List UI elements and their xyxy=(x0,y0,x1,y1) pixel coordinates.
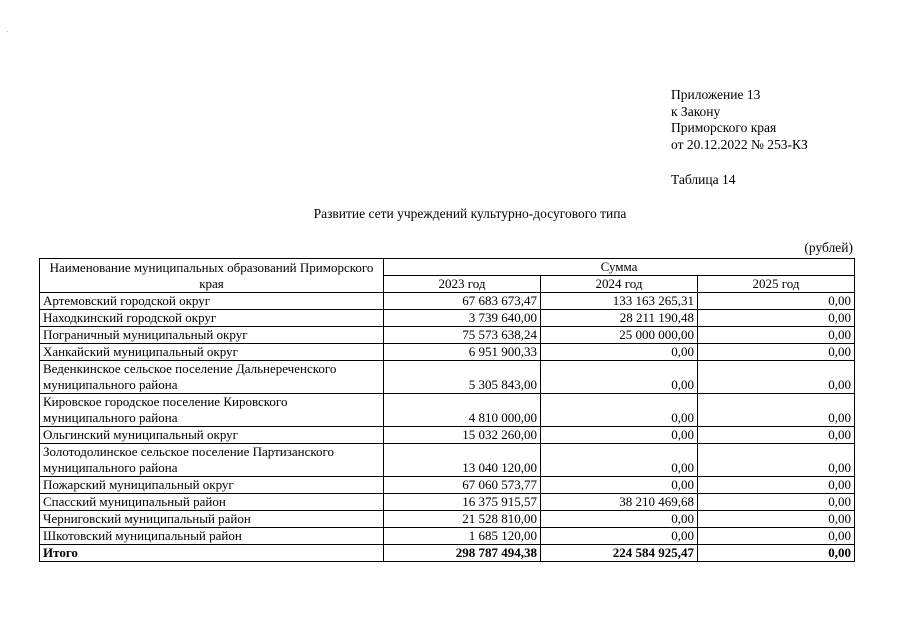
cell-amount-2025: 0,00 xyxy=(698,427,855,444)
appendix-line: от 20.12.2022 № 253-КЗ xyxy=(671,136,808,152)
cell-amount-2024: 0,00 xyxy=(541,361,698,394)
corner-mark: · xyxy=(6,28,9,36)
funding-table xyxy=(39,258,855,562)
cell-amount-2023: 3 739 640,00 xyxy=(384,310,541,327)
cell-amount-2024: 28 211 190,48 xyxy=(541,310,698,327)
appendix-line: Приложение 13 xyxy=(671,87,761,102)
column-header-name: Наименование муниципальных образований Приморского края xyxy=(40,259,384,293)
cell-amount-2025: 0,00 xyxy=(698,528,855,545)
table-row xyxy=(40,477,855,494)
cell-municipality: Черниговский муниципальный район xyxy=(40,511,384,528)
table-row xyxy=(40,394,855,427)
table-row xyxy=(40,361,855,394)
header-row xyxy=(40,259,855,276)
cell-municipality: Артемовский городской округ xyxy=(40,293,384,310)
table-row xyxy=(40,494,855,511)
cell-municipality: Пограничный муниципальный округ xyxy=(40,327,384,344)
cell-amount-2024: 133 163 265,31 xyxy=(541,293,698,310)
cell-amount-2025: 0,00 xyxy=(698,394,855,427)
cell-municipality: Ольгинский муниципальный округ xyxy=(40,427,384,444)
cell-municipality: Кировское городское поселение Кировского муниципального района xyxy=(40,394,384,427)
table-row xyxy=(40,327,855,344)
cell-municipality: Находкинский городской округ xyxy=(40,310,384,327)
cell-amount-2023: 67 060 573,77 xyxy=(384,477,541,494)
table-row xyxy=(40,528,855,545)
cell-amount-2024: 25 000 000,00 xyxy=(541,327,698,344)
column-header-2025: 2025 год xyxy=(698,276,855,293)
table-number: Таблица 14 xyxy=(671,172,736,187)
column-header-sum: Сумма xyxy=(384,259,855,276)
cell-municipality: Итого xyxy=(40,545,384,562)
cell-amount-2023: 1 685 120,00 xyxy=(384,528,541,545)
cell-amount-2024: 38 210 469,68 xyxy=(541,494,698,511)
table-body xyxy=(40,293,855,562)
appendix-line: к Закону xyxy=(671,103,721,119)
cell-amount-2023: 21 528 810,00 xyxy=(384,511,541,528)
table-row xyxy=(40,310,855,327)
appendix-note xyxy=(671,87,808,153)
cell-amount-2023: 5 305 843,00 xyxy=(384,361,541,394)
cell-amount-2023: 16 375 915,57 xyxy=(384,494,541,511)
cell-amount-2023: 75 573 638,24 xyxy=(384,327,541,344)
column-header-2023: 2023 год xyxy=(384,276,541,293)
cell-municipality: Спасский муниципальный район xyxy=(40,494,384,511)
cell-amount-2024: 0,00 xyxy=(541,528,698,545)
cell-amount-2025: 0,00 xyxy=(698,293,855,310)
cell-amount-2023: 4 810 000,00 xyxy=(384,394,541,427)
cell-amount-2025: 0,00 xyxy=(698,361,855,394)
appendix-line: Приморского края xyxy=(671,120,777,135)
cell-municipality: Пожарский муниципальный округ xyxy=(40,477,384,494)
table-row xyxy=(40,427,855,444)
column-header-2024: 2024 год xyxy=(541,276,698,293)
cell-municipality: Золотодолинское сельское поселение Партизанского муниципального района xyxy=(40,444,384,477)
cell-amount-2025: 0,00 xyxy=(698,477,855,494)
cell-amount-2023: 13 040 120,00 xyxy=(384,444,541,477)
cell-amount-2023: 15 032 260,00 xyxy=(384,427,541,444)
cell-amount-2025: 0,00 xyxy=(698,511,855,528)
cell-municipality: Ханкайский муниципальный округ xyxy=(40,344,384,361)
cell-amount-2023: 6 951 900,33 xyxy=(384,344,541,361)
cell-amount-2023: 298 787 494,38 xyxy=(384,545,541,562)
table-row xyxy=(40,293,855,310)
table-row xyxy=(40,511,855,528)
cell-amount-2024: 0,00 xyxy=(541,344,698,361)
cell-amount-2024: 224 584 925,47 xyxy=(541,545,698,562)
cell-amount-2025: 0,00 xyxy=(698,327,855,344)
cell-amount-2025: 0,00 xyxy=(698,344,855,361)
cell-amount-2023: 67 683 673,47 xyxy=(384,293,541,310)
total-row xyxy=(40,545,855,562)
cell-amount-2024: 0,00 xyxy=(541,477,698,494)
cell-amount-2025: 0,00 xyxy=(698,310,855,327)
cell-amount-2025: 0,00 xyxy=(698,545,855,562)
cell-amount-2024: 0,00 xyxy=(541,427,698,444)
units-label: (рублей) xyxy=(804,240,853,255)
document-title: Развитие сети учреждений культурно-досугового типа xyxy=(313,206,627,221)
cell-amount-2025: 0,00 xyxy=(698,444,855,477)
cell-amount-2025: 0,00 xyxy=(698,494,855,511)
cell-amount-2024: 0,00 xyxy=(541,511,698,528)
cell-amount-2024: 0,00 xyxy=(541,394,698,427)
table-row xyxy=(40,444,855,477)
cell-municipality: Шкотовский муниципальный район xyxy=(40,528,384,545)
cell-amount-2024: 0,00 xyxy=(541,444,698,477)
table-row xyxy=(40,344,855,361)
cell-municipality: Веденкинское сельское поселение Дальнереченского муниципального района xyxy=(40,361,384,394)
